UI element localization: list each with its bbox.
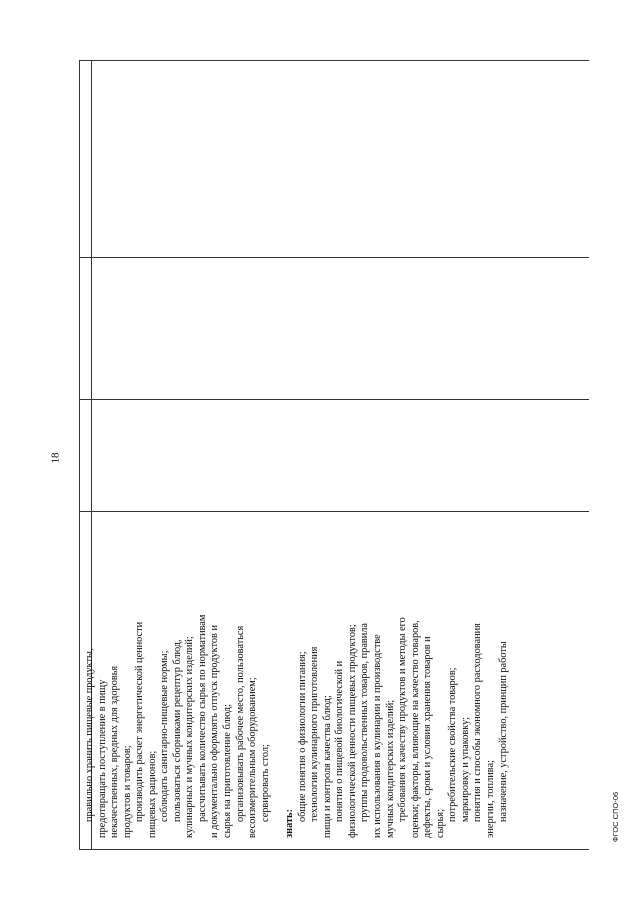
text-line: правильно хранить пищевые продукты,: [84, 648, 95, 822]
text-line: их использования в кулинарии и производстве: [372, 634, 384, 838]
competence-text: [84, 518, 510, 838]
text-line: энергии, топлива;: [484, 760, 496, 838]
text-line: пищевых рационов;: [146, 750, 158, 838]
text-line: весоизмерительным оборудованием;: [247, 677, 259, 838]
text-line: мучных кондитерских изделий;: [384, 699, 396, 838]
text-line: соблюдать санитарно-пищевые нормы;: [159, 650, 171, 822]
table-border-right: [79, 60, 589, 61]
text-line: кулинарных и мучных кондитерских изделий;: [184, 636, 196, 838]
text-line: физиологической ценности пищевых продуктов;: [346, 624, 358, 838]
text-line: оценки; факторы, влияющие на качество товаров,: [409, 620, 421, 838]
text-line: и документально оформлять отпуск продуктов и: [209, 625, 221, 838]
table-border-left: [79, 849, 589, 850]
column-divider-1: [79, 511, 589, 512]
text-line: назначение, устройство, принцип работы: [497, 641, 509, 822]
text-line: понятия и способы экономного расходования: [472, 623, 484, 822]
column-divider-2: [79, 399, 589, 400]
row-divider-1: [79, 60, 80, 850]
text-line: сервировать стол;: [259, 744, 271, 822]
text-line: рассчитывать количество сырья по нормативам: [196, 614, 208, 822]
text-line: пищи и контроля качества блюд;: [321, 695, 333, 838]
rotated-page: [79, 60, 589, 850]
text-line: требования к качеству продуктов и методы его: [397, 617, 409, 822]
text-line: сырья;: [434, 809, 446, 838]
blank-line: [272, 518, 284, 838]
text-line: технологии кулинарного приготовления: [309, 646, 321, 822]
text-line: сырья на приготовление блюд;: [222, 704, 234, 838]
text-line: потребительские свойства товаров;: [447, 667, 459, 822]
text-line: понятия о пищевой биологической и: [334, 660, 346, 822]
text-line: предотвращать поступление в пищу: [96, 679, 108, 838]
text-line: пользоваться сборниками рецептур блюд,: [171, 639, 183, 822]
text-line: продуктов и товаров;: [121, 745, 133, 838]
page-number: 18: [49, 452, 62, 464]
text-line: производить расчет энергетической ценности: [134, 621, 146, 822]
text-line: группы продовольственных товаров, правила: [359, 623, 371, 822]
text-line: организовывать рабочее место, пользоваться: [234, 625, 246, 822]
text-line: маркировку и упаковку;: [459, 717, 471, 822]
document-code: ФГОС СПО-06: [611, 791, 620, 842]
text-line: общие понятия о физиологии питания;: [296, 651, 308, 822]
section-heading: знать:: [284, 809, 296, 838]
text-line: дефекты, сроки и условия хранения товаров и: [422, 636, 434, 838]
column-divider-3: [79, 257, 589, 258]
text-line: некачественных, вредных для здоровья: [109, 665, 121, 838]
